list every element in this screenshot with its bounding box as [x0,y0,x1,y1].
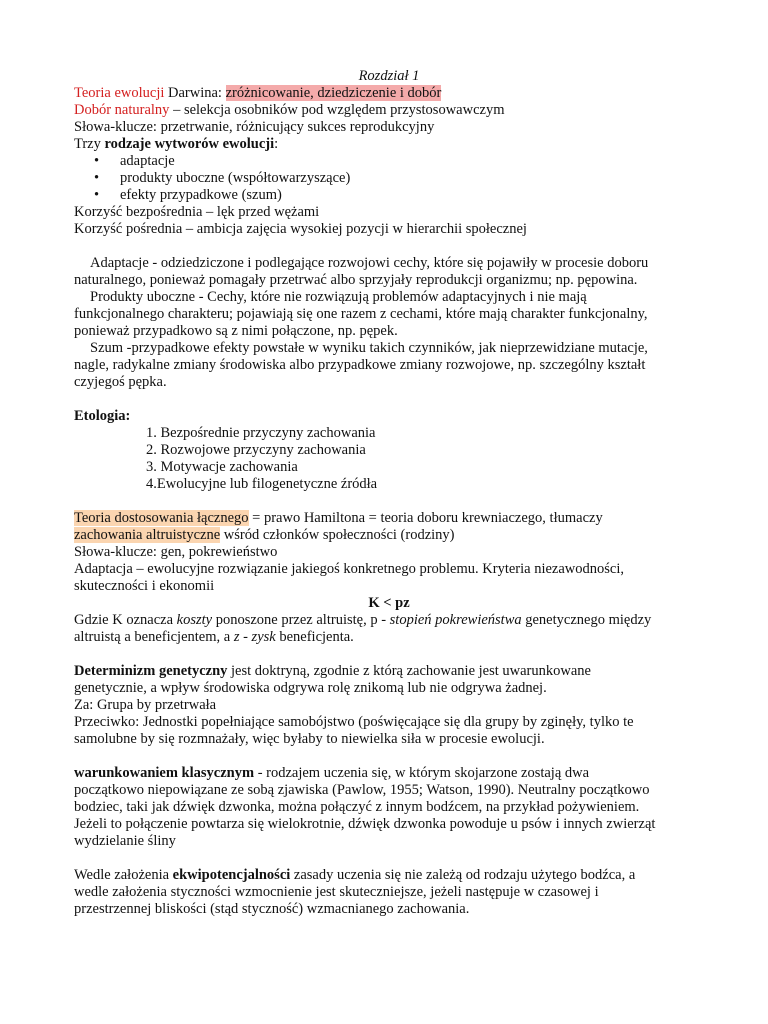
determinism-cont: genetycznie, a wpływ środowiska odgrywa rolę znikomą lub nie odgrywa żadnej. [74,680,547,696]
conditioning-line [74,765,704,782]
natural-selection-text: – selekcja osobników pod względem przystosowawczym [169,102,505,118]
determinism-line [74,663,704,680]
conditioning-bold: warunkowaniem klasycznym [74,765,255,781]
determinism-con: Przeciwko: Jednostki popełniające samobójstwo (poświęcające się dla grupy by zginęły, tylko te [74,714,634,730]
ethology-heading: Etologia: [74,408,131,424]
byproduct-def-cont: funkcjonalnego charakteru; pojawiają się one razem z cechami, które mają charakter funkcjonalny, [74,306,648,322]
equipotential-line [74,867,704,884]
formula-italic: stopień pokrewieństwa [389,612,522,628]
conditioning-cont: początkowo niepowiązane ze sobą zjawiska (Pawlow, 1955; Watson, 1990). Neutralny początkowo [74,782,650,798]
equipotential-cont: wedle założenia styczności wzmocnienie jest skuteczniejsze, jeżeli następuje w czasowej i [74,884,599,900]
indirect-benefit-line: Korzyść pośrednia – ambicja zajęcia wysokiej pozycji w hierarchii społecznej [74,221,527,237]
formula-text: beneficjenta. [275,629,354,645]
determinism-text: jest doktryną, zgodnie z którą zachowanie jest uwarunkowane [227,663,591,679]
hamilton-text: = prawo Hamiltona = teoria doboru krewniaczego, tłumaczy [248,510,603,526]
equipotential-text: zasady uczenia się nie zależą od rodzaju użytego bodźca, a [290,867,636,883]
conditioning-cont: bodziec, taki jak dźwięk dzwonka, można połączyć z innym bodźcem, na przykład pożywieniem. [74,799,640,815]
equipotential-cont: przestrzennej bliskości (stąd styczność) wzmacnianego zachowania. [74,901,470,917]
hamilton-line [74,510,704,527]
hamilton-formula: K < pz [368,595,410,611]
formula-italic: koszty [176,612,213,628]
list-item: • produkty uboczne (współtowarzyszące) [74,170,704,187]
list-item: • adaptacje [74,153,704,170]
types-post: : [274,136,279,152]
theory-label: Teoria ewolucji [74,85,165,101]
noise-def-cont: nagle, radykalne zmiany środowiska albo przypadkowe zmiany rozwojowe, np. szczególny kształt [74,357,646,373]
adaptation-criteria-cont: skuteczności i ekonomii [74,578,215,594]
formula-explanation-cont [74,629,704,646]
evolution-theory-line [74,85,704,102]
natural-selection-label: Dobór naturalny [74,102,170,118]
formula-text: Gdzie K oznacza [74,612,177,628]
adaptation-def-cont: naturalnego, ponieważ pomagały przetrwać albo sprzyjały reprodukcji organizmu; np. pępowina. [74,272,638,288]
types-line [74,136,704,153]
list-item: • efekty przypadkowe (szum) [74,187,704,204]
conditioning-cont: Jeżeli to połączenie powtarza się wielokrotnie, dźwięk dzwonka powoduje u psów i innych zwierząt [74,816,656,832]
formula-text: ponoszone przez altruistę, p - [212,612,390,628]
inclusive-fitness-highlight: Teoria dostosowania łącznego [74,510,249,526]
conditioning-text: - rodzajem uczenia się, w którym skojarzone zostają dwa [254,765,590,781]
formula-text: altruistą a beneficjentem, a [74,629,234,645]
conditioning-cont: wydzielanie śliny [74,833,176,849]
adaptation-def: Adaptacje - odziedziczone i podlegające rozwojowi cechy, które się pojawiły w procesie doboru [90,255,649,271]
byproduct-def: Produkty uboczne - Cechy, które nie rozwiązują problemów adaptacyjnych i nie mają [90,289,587,305]
equipotential-pre: Wedle założenia [74,867,173,883]
types-list [74,153,704,204]
equipotential-bold: ekwipotencjalności [172,867,291,883]
determinism-bold: Determinizm genetyczny [74,663,228,679]
formula-italic: z - zysk [233,629,276,645]
chapter-title: Rozdział 1 [358,68,420,84]
ethology-item: 3. Motywacje zachowania [146,459,298,475]
theory-text: Darwina: [164,85,226,101]
document-page [74,68,704,918]
adaptation-criteria: Adaptacja – ewolucyjne rozwiązanie jakiegoś konkretnego problemu. Kryteria niezawodności, [74,561,624,577]
keywords-line: Słowa-klucze: przetrwanie, różnicujący sukces reprodukcyjny [74,119,435,135]
byproduct-def-cont: ponieważ przypadkowo są z nimi połączone, np. pępek. [74,323,398,339]
keywords-line: Słowa-klucze: gen, pokrewieństwo [74,544,278,560]
natural-selection-line [74,102,704,119]
types-pre: Trzy [74,136,105,152]
altruism-highlight: zachowania altruistyczne [74,527,221,543]
noise-def-cont: czyjegoś pępka. [74,374,167,390]
determinism-pro: Za: Grupa by przetrwała [74,697,217,713]
formula-text: genetycznego między [521,612,652,628]
noise-def: Szum -przypadkowe efekty powstałe w wyniku takich czynników, jak nieprzewidziane mutacje, [90,340,648,356]
altruism-line [74,527,704,544]
formula-explanation [74,612,704,629]
ethology-item: 4.Ewolucyjne lub filogenetyczne źródła [146,476,378,492]
types-bold: rodzaje wytworów ewolucji [104,136,275,152]
ethology-item: 2. Rozwojowe przyczyny zachowania [146,442,366,458]
determinism-con-cont: samolubne by się rozmnażały, więc byłaby to niewielka siła w procesie ewolucji. [74,731,545,747]
direct-benefit-line: Korzyść bezpośrednia – lęk przed wężami [74,204,320,220]
theory-highlight: zróżnicowanie, dziedziczenie i dobór [225,85,442,101]
ethology-item: 1. Bezpośrednie przyczyny zachowania [146,425,376,441]
altruism-text: wśród członków społeczności (rodziny) [220,527,455,543]
